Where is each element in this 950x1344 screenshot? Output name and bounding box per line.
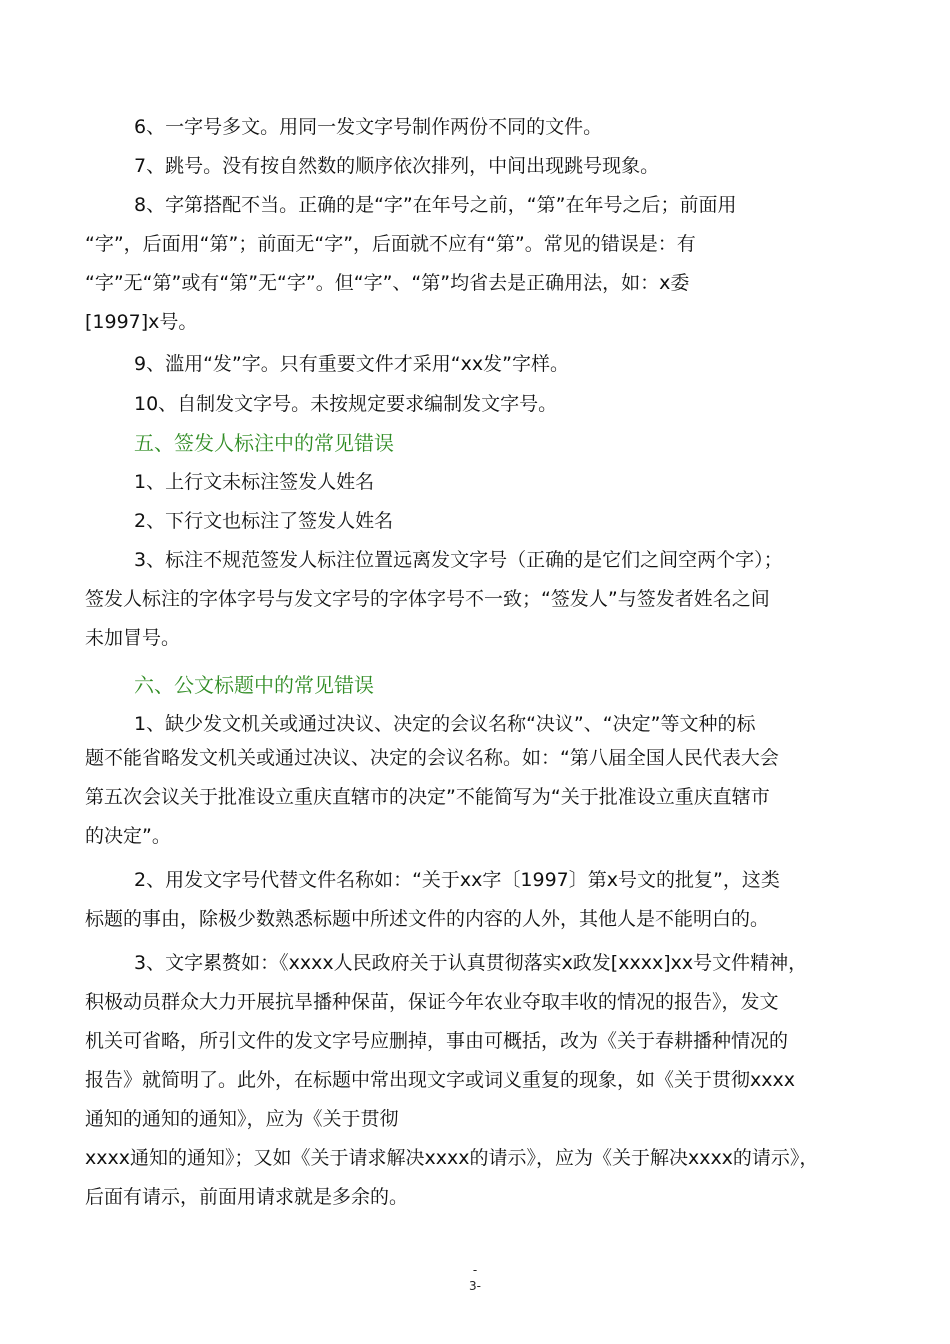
paragraph-line: 9、滥用“发”字。只有重要文件才采用“xx发”字样。 — [134, 353, 569, 375]
paragraph-line: 的决定”。 — [85, 825, 171, 847]
section-heading-6: 六、公文标题中的常见错误 — [134, 673, 374, 697]
paragraph-line: 未加冒号。 — [85, 627, 181, 649]
paragraph-line: 第五次会议关于批准设立重庆直辖市的决定”不能简写为“关于批准设立重庆直辖市 — [85, 786, 770, 808]
footer-dash: - — [472, 1263, 478, 1277]
paragraph-line: 1、上行文未标注签发人姓名 — [134, 471, 375, 493]
paragraph-line: 10、自制发文字号。未按规定要求编制发文字号。 — [134, 393, 558, 415]
paragraph-line: 题不能省略发文机关或通过决议、决定的会议名称。如：“第八届全国人民代表大会 — [85, 747, 779, 769]
paragraph-line: 8、字第搭配不当。正确的是“字”在年号之前，“第”在年号之后；前面用 — [134, 194, 737, 216]
paragraph-line: 标题的事由，除极少数熟悉标题中所述文件的内容的人外，其他人是不能明白的。 — [85, 908, 770, 930]
paragraph-line: 3、文字累赘如：《xxxx人民政府关于认真贯彻落实x政发[xxxx]xx号文件精神， — [134, 952, 808, 974]
paragraph-line: “字”无“第”或有“第”无“字”。但“字”、“第”均省去是正确用法，如：x委 — [85, 272, 690, 294]
paragraph-line: 通知的通知的通知》，应为《关于贯彻 — [85, 1108, 399, 1130]
section-heading-5: 五、签发人标注中的常见错误 — [134, 431, 394, 455]
paragraph-line: [1997]x号。 — [85, 311, 198, 333]
paragraph-line: 签发人标注的字体字号与发文字号的字体字号不一致；“签发人”与签发者姓名之间 — [85, 588, 770, 610]
paragraph-line: 7、跳号。没有按自然数的顺序依次排列，中间出现跳号现象。 — [134, 155, 660, 177]
paragraph-line: 1、缺少发文机关或通过决议、决定的会议名称“决议”、“决定”等文种的标 — [134, 713, 756, 735]
paragraph-line: 2、用发文字号代替文件名称如：“关于xx字〔1997〕第x号文的批复”，这类 — [134, 869, 780, 891]
paragraph-line: 积极动员群众大力开展抗旱播种保苗，保证今年农业夺取丰收的情况的报告》，发文 — [85, 991, 779, 1013]
page-number: 3- — [469, 1279, 481, 1293]
paragraph-line: 2、下行文也标注了签发人姓名 — [134, 510, 394, 532]
paragraph-line: 机关可省略，所引文件的发文字号应删掉，事由可概括，改为《关于春耕播种情况的 — [85, 1030, 789, 1052]
paragraph-line: 报告》就简明了。此外，在标题中常出现文字或词义重复的现象，如《关于贯彻xxxx — [85, 1069, 795, 1091]
paragraph-line: 6、一字号多文。用同一发文字号制作两份不同的文件。 — [134, 116, 603, 138]
paragraph-line: xxxx通知的通知》；又如《关于请求解决xxxx的请示》，应为《关于解决xxxx的请示》， — [85, 1147, 819, 1169]
paragraph-line: 3、标注不规范签发人标注位置远离发文字号（正确的是它们之间空两个字）； — [134, 549, 783, 571]
paragraph-line: “字”，后面用“第”；前面无“字”，后面就不应有“第”。常见的错误是：有 — [85, 233, 696, 255]
paragraph-line: 后面有请示，前面用请求就是多余的。 — [85, 1186, 409, 1208]
